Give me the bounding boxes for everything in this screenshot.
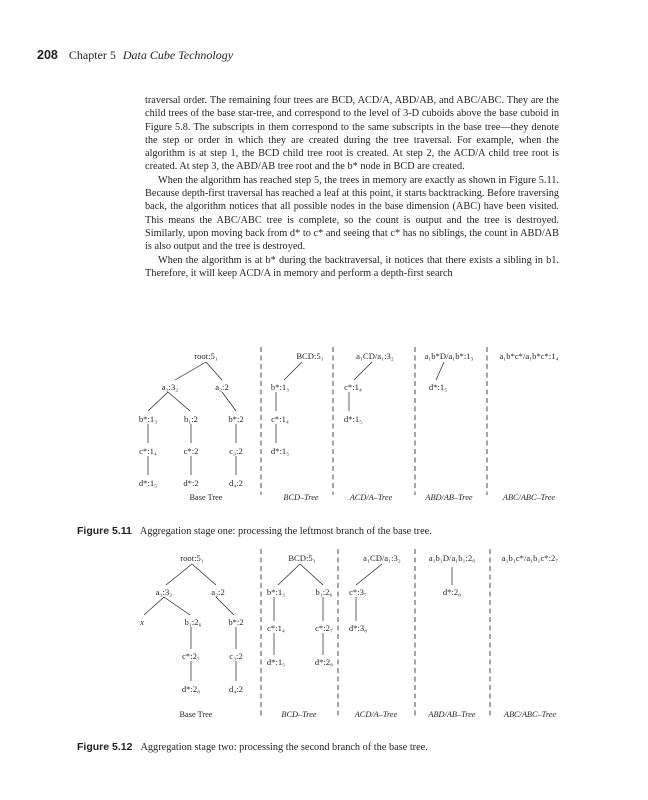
figure-5-12 xyxy=(130,547,570,729)
tree-edge xyxy=(148,392,168,411)
bcd-node-2: c*:1₄ xyxy=(271,414,289,424)
node-dstar2: d*:2 xyxy=(183,478,199,488)
node-bstar2: b*:2 xyxy=(228,414,244,424)
figure-number: Figure 5.11 xyxy=(77,525,132,537)
node-a2: a₂:2 xyxy=(211,587,225,597)
acd-node-1: c*:1₄ xyxy=(344,382,362,392)
node-dstar: d*:1₅ xyxy=(138,478,158,488)
tree-edge xyxy=(192,564,216,585)
bcd-node-3: d*:1₅ xyxy=(270,446,290,456)
acd-root: a₁CD/a₁:3₂ xyxy=(356,351,394,361)
node-root: root:5₁ xyxy=(180,553,204,563)
tree-edge xyxy=(284,362,302,380)
paragraph-3: When the algorithm is at b* during the backtraversal, it notices that there exists a sibling in b1. Therefore, it will keep ACD/A in memory and perform a depth-first search xyxy=(145,254,559,279)
acd-tree-label: ACD/A–Tree xyxy=(354,710,398,719)
paragraph-2: When the algorithm has reached step 5, the trees in memory are exactly as shown in Figure 5.11. Because depth-first traversal has reached a leaf at this point, it starts backtracking. Before traversing back, the algorithm notices that all possible nodes in the base dimension (ABC) have been visited. This means the ABC/ABC tree is complete, so the count is output and the tree is destroyed. Similarly, upon moving back from d* to c* and seeing that c* has no siblings, the count in ABD/AB is also output and the tree is destroyed. xyxy=(145,174,559,253)
tree-edge xyxy=(216,597,234,615)
tree-edge xyxy=(278,564,300,585)
tree-edge xyxy=(144,597,164,615)
node-d4: d₄:2 xyxy=(229,684,243,694)
node-dstar: d*:2₈ xyxy=(181,684,201,694)
running-head xyxy=(37,48,233,63)
abd-root: a₁b*D/a₁b*:1₃ xyxy=(424,351,474,361)
node-d4: d₄:2 xyxy=(229,478,243,488)
acd-node-2: d*:1₅ xyxy=(343,414,363,424)
node-cstar2: c*:2 xyxy=(183,446,199,456)
figure-5-12-caption xyxy=(77,741,428,753)
abd-root: a₁b₁D/a₁b₁:2₆ xyxy=(428,553,476,563)
tree-edge xyxy=(356,564,382,585)
node-a1: a₁:3₂ xyxy=(155,587,173,597)
node-a1: a₁:3₂ xyxy=(161,382,179,392)
bcd-node-d1: d*:1₅ xyxy=(266,657,286,667)
tree-edge xyxy=(222,392,236,411)
acd-node-1: c*:3₇ xyxy=(349,587,367,597)
tree-edge xyxy=(436,362,444,380)
abd-node-1: d*:1₅ xyxy=(428,382,448,392)
tree-edge xyxy=(164,597,190,615)
page-number: 208 xyxy=(37,48,58,62)
caption-text: Aggregation stage one: processing the leftmost branch of the base tree. xyxy=(139,526,432,537)
bcd-node-d2: d*:2₈ xyxy=(314,657,334,667)
figure-5-11-caption xyxy=(77,525,432,537)
node-cstar: c*:2₇ xyxy=(182,651,200,661)
abc-tree-label: ABC/ABC–Tree xyxy=(502,493,556,502)
abc-root: a₁b*c*/a₁b*c*:1₄ xyxy=(499,351,559,361)
bcd-tree-label: BCD–Tree xyxy=(281,710,317,719)
abc-tree-label: ABC/ABC–Tree xyxy=(503,710,557,719)
node-x: x xyxy=(140,617,144,627)
node-root: root:5₁ xyxy=(194,351,218,361)
base-tree-label: Base Tree xyxy=(189,493,223,502)
abd-node-1: d*:2₈ xyxy=(442,587,462,597)
node-bstar: b*:1₃ xyxy=(138,414,158,424)
tree-edge xyxy=(300,564,323,585)
acd-root: a₁CD/a₁:3₂ xyxy=(363,553,401,563)
acd-tree-label: ACD/A–Tree xyxy=(349,493,393,502)
bcd-node-c1: c*:1₄ xyxy=(267,623,285,633)
chapter-title: Data Cube Technology xyxy=(122,48,234,62)
node-c3: c₃:2 xyxy=(229,446,243,456)
figure-number: Figure 5.12 xyxy=(77,741,133,753)
abc-root: a₁b₁c*/a₁b₁c*:2₇ xyxy=(501,553,559,563)
node-cstar: c*:1₄ xyxy=(139,446,157,456)
figure-5-11 xyxy=(130,345,570,515)
node-c3: c₃:2 xyxy=(229,651,243,661)
node-b1: b₁:2 xyxy=(184,414,198,424)
node-b1: b₁:2₆ xyxy=(184,617,202,627)
paragraph-1: traversal order. The remaining four trees are BCD, ACD/A, ABD/AB, and ABC/ABC. They are the child trees of the base star-tree, and correspond to the level of 3-D cuboids above the base cuboid in Figure 5.8. The subscripts in them correspond to the same subscripts in the base tree—they denote the step or order in which they are created during the tree traversal. For example, when the algorithm is at step 1, the BCD child tree root is created. At step 2, the ACD/A child tree root is created. At step 3, the ABD/AB tree root and the b* node in BCD are created. xyxy=(145,95,559,173)
tree-edge xyxy=(354,362,372,380)
abd-tree-label: ABD/AB–Tree xyxy=(428,710,476,719)
base-tree-label: Base Tree xyxy=(179,710,213,719)
abd-tree-label: ABD/AB–Tree xyxy=(425,493,473,502)
bcd-node-1: b*:1₃ xyxy=(270,382,290,392)
tree-edge xyxy=(206,362,222,380)
bcd-node-b1: b₁:2₆ xyxy=(315,587,333,597)
bcd-tree-label: BCD–Tree xyxy=(283,493,319,502)
chapter-label: Chapter 5 xyxy=(68,48,116,62)
tree-edge xyxy=(166,564,192,585)
bcd-node-bstar: b*:1₃ xyxy=(266,587,286,597)
tree-edge xyxy=(168,392,190,411)
bcd-node-c2: c*:2₇ xyxy=(315,623,333,633)
caption-text: Aggregation stage two: processing the second branch of the base tree. xyxy=(140,742,428,753)
bcd-root: BCD:5₁ xyxy=(288,553,316,563)
tree-edge xyxy=(175,362,206,380)
node-bstar2: b*:2 xyxy=(228,617,244,627)
body-text xyxy=(145,94,559,280)
bcd-root: BCD:5₁ xyxy=(296,351,324,361)
node-a2: a₂:2 xyxy=(215,382,229,392)
acd-node-2: d*:3₈ xyxy=(348,623,368,633)
